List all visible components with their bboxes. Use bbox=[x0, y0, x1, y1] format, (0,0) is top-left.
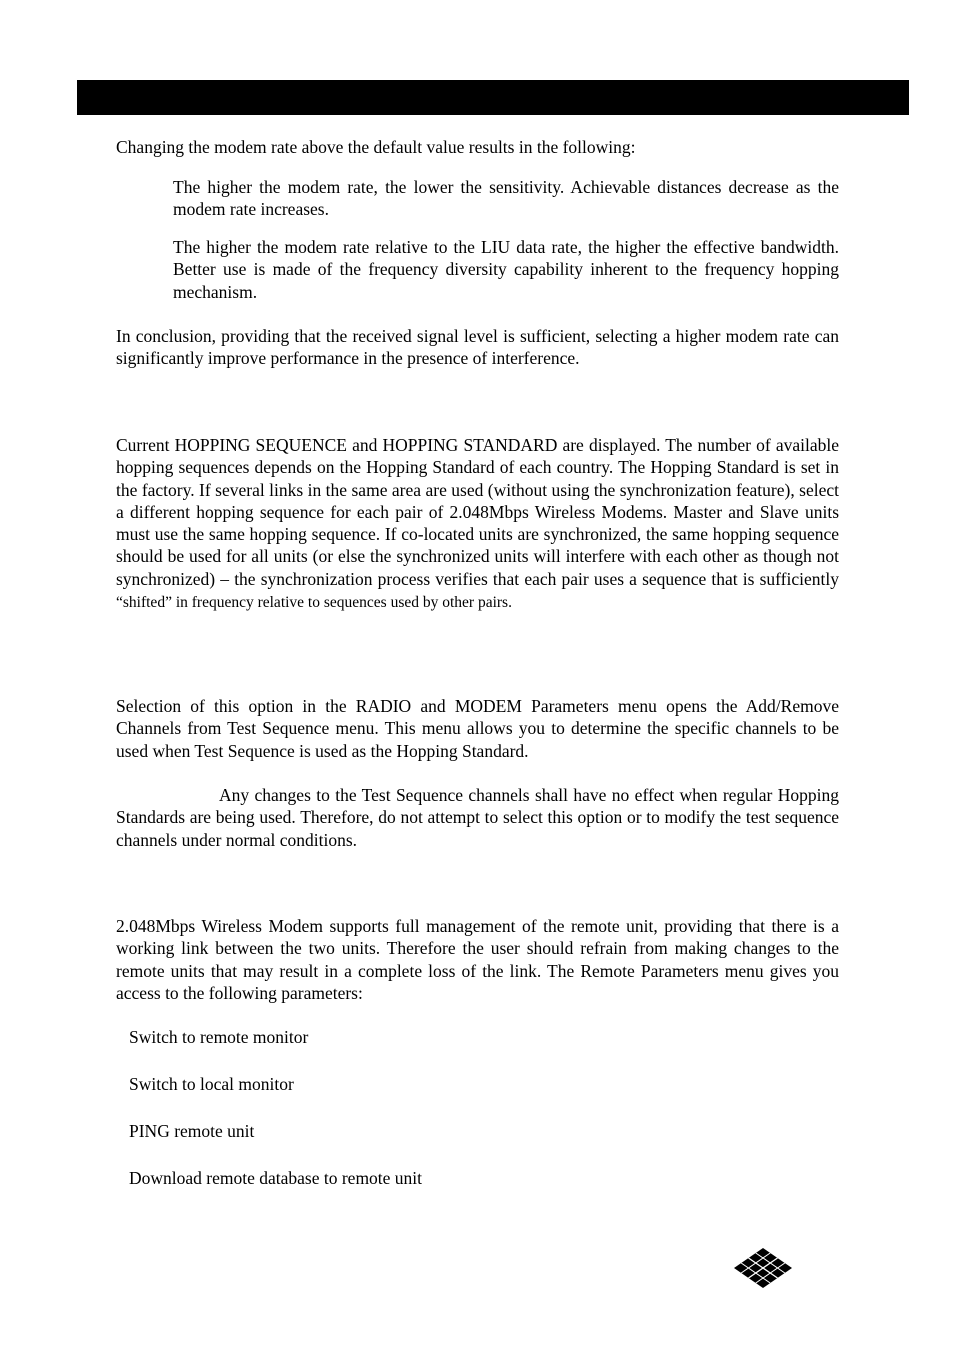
header-bar bbox=[77, 80, 909, 115]
intro-paragraph: Changing the modem rate above the default value results in the following: bbox=[116, 137, 636, 157]
note-paragraph: Any changes to the Test Sequence channels shall have no effect when regular Hopping Standards are being used. Therefore, do not attempt to select this option or to modify the test sequence channels under normal conditions. bbox=[116, 785, 839, 850]
list-item: Switch to local monitor bbox=[129, 1074, 294, 1094]
bullet-sensitivity: The higher the modem rate, the lower the sensitivity. Achievable distances decrease as the modem rate increases. bbox=[173, 177, 839, 220]
hopping-paragraph bbox=[116, 434, 839, 614]
list-item: PING remote unit bbox=[129, 1121, 255, 1141]
list-item: Switch to remote monitor bbox=[129, 1027, 309, 1047]
test-sequence-paragraph: Selection of this option in the RADIO and MODEM Parameters menu opens the Add/Remove Channels from Test Sequence menu. This menu allows you to determine the specific channels to be used when Test Sequence is used as the Hopping Standard. bbox=[116, 696, 839, 761]
conclusion-paragraph: In conclusion, providing that the received signal level is sufficient, selecting a higher modem rate can significantly improve performance in the presence of interference. bbox=[116, 326, 839, 369]
hopping-tail-text: “shifted” in frequency relative to sequences used by other pairs. bbox=[116, 594, 512, 612]
bullet-bandwidth: The higher the modem rate relative to the LIU data rate, the higher the effective bandwidth. Better use is made of the frequency diversity capability inherent to the frequency hopping mechanism. bbox=[173, 237, 839, 302]
hopping-main-text: Current HOPPING SEQUENCE and HOPPING STANDARD are displayed. The number of available hopping sequences depends on the Hopping Standard of each country. The Hopping Standard is set in the factory. If several links in the same area are used (without using the synchronization feature), select a different hopping sequence for each pair of 2.048Mbps Wireless Modems. Master and Slave units must use the same hopping sequence. If co-located units are synchronized, the same hopping sequence should be used for all units (or else the synchronized units will interfere with each other as though not synchronized) – the synchronization process verifies that each pair uses a sequence that is sufficiently bbox=[116, 435, 839, 589]
diamond-logo-icon bbox=[733, 1247, 793, 1289]
remote-paragraph: 2.048Mbps Wireless Modem supports full management of the remote unit, providing that there is a working link between the two units. Therefore the user should refrain from making changes to the remote units that may result in a complete loss of the link. The Remote Parameters menu gives you access to the following parameters: bbox=[116, 916, 839, 1003]
list-item: Download remote database to remote unit bbox=[129, 1168, 423, 1188]
